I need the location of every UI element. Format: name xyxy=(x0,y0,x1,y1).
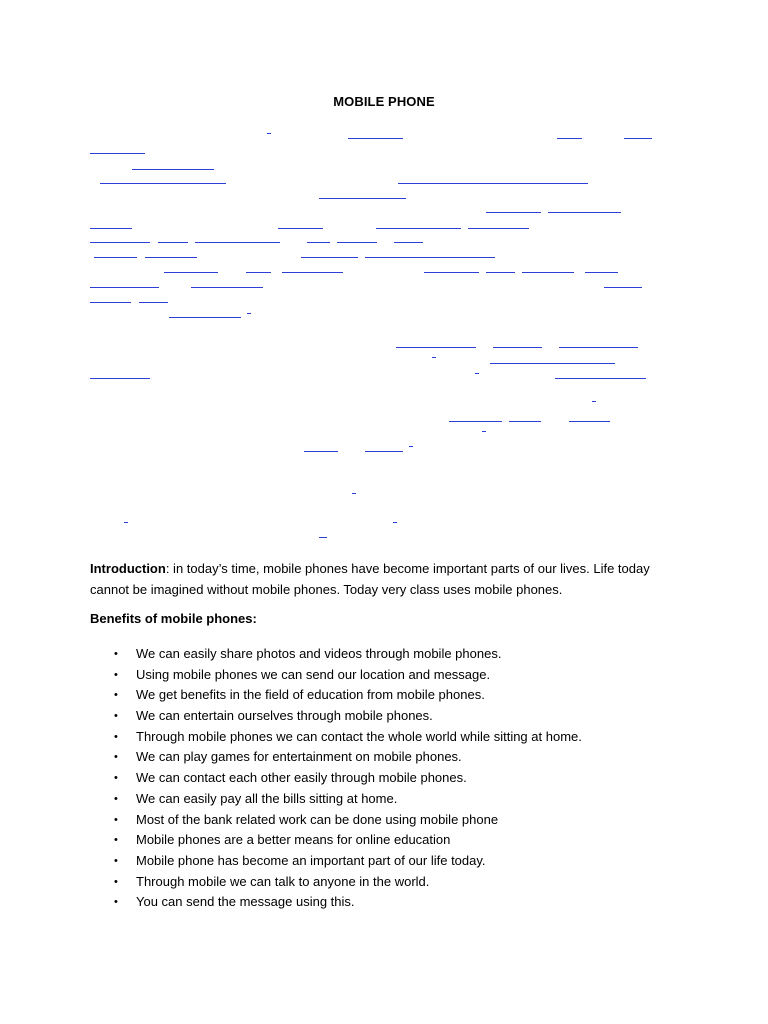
bullet-icon: • xyxy=(114,875,118,888)
list-item xyxy=(90,892,690,913)
link-underline[interactable] xyxy=(522,272,574,273)
link-underline[interactable] xyxy=(468,228,529,229)
link-underline[interactable] xyxy=(398,183,588,184)
introduction-paragraph xyxy=(90,558,660,600)
link-underline[interactable] xyxy=(376,228,461,229)
list-item xyxy=(90,644,690,665)
link-underline[interactable] xyxy=(396,347,476,348)
link-underline[interactable] xyxy=(247,313,251,314)
link-underline[interactable] xyxy=(557,138,582,139)
bullet-icon: • xyxy=(114,648,118,660)
link-underline[interactable] xyxy=(493,347,542,348)
list-item xyxy=(90,768,690,789)
link-underline[interactable] xyxy=(569,421,610,422)
list-item-text: We get benefits in the field of education from mobile phones. xyxy=(136,687,485,703)
link-underline[interactable] xyxy=(509,421,541,422)
link-underline[interactable] xyxy=(604,287,642,288)
list-item xyxy=(90,665,690,686)
link-underline[interactable] xyxy=(365,257,495,258)
link-underline[interactable] xyxy=(394,242,423,243)
list-item xyxy=(90,747,690,768)
list-item-text: We can contact each other easily through mobile phones. xyxy=(136,770,467,786)
link-underline[interactable] xyxy=(337,242,377,243)
link-underline[interactable] xyxy=(475,373,479,374)
introduction-label: Introduction xyxy=(90,561,166,576)
list-item xyxy=(90,685,690,706)
link-underline[interactable] xyxy=(282,272,343,273)
link-underline[interactable] xyxy=(393,522,397,523)
bullet-icon: • xyxy=(114,896,118,909)
list-item-text: Through mobile phones we can contact the whole world while sitting at home. xyxy=(136,728,582,744)
link-underline[interactable] xyxy=(624,138,652,139)
link-underline[interactable] xyxy=(90,287,159,288)
link-underline[interactable] xyxy=(548,212,621,213)
list-item-text: Mobile phone has become an important part of our life today. xyxy=(136,852,486,868)
list-item-text: You can send the message using this. xyxy=(136,894,355,910)
link-underline[interactable] xyxy=(486,272,515,273)
link-underline[interactable] xyxy=(124,522,128,523)
benefits-list xyxy=(90,644,690,913)
link-underline[interactable] xyxy=(267,133,271,134)
list-item xyxy=(90,789,690,810)
link-underline[interactable] xyxy=(365,451,403,452)
link-underline[interactable] xyxy=(559,347,638,348)
bullet-icon: • xyxy=(114,792,118,805)
link-underline[interactable] xyxy=(145,257,197,258)
list-item xyxy=(90,810,690,831)
link-underline[interactable] xyxy=(307,242,330,243)
list-item-text: We can entertain ourselves through mobile phones. xyxy=(136,708,433,724)
link-underline[interactable] xyxy=(424,272,479,273)
link-underline[interactable] xyxy=(304,451,338,452)
list-item-text: We can easily pay all the bills sitting at home. xyxy=(136,790,398,806)
link-underline[interactable] xyxy=(90,228,132,229)
link-underline[interactable] xyxy=(490,363,615,364)
link-underline[interactable] xyxy=(139,302,168,303)
bullet-icon: • xyxy=(114,772,118,785)
link-underline[interactable] xyxy=(319,198,406,199)
link-underline[interactable] xyxy=(195,242,280,243)
list-item-text: Mobile phones are a better means for online education xyxy=(136,832,451,848)
link-underline[interactable] xyxy=(90,153,145,154)
link-underline[interactable] xyxy=(169,317,241,318)
link-underline[interactable] xyxy=(352,493,356,494)
link-underline[interactable] xyxy=(90,242,150,243)
link-underline[interactable] xyxy=(319,537,327,538)
link-underline[interactable] xyxy=(278,228,323,229)
link-underline[interactable] xyxy=(555,378,646,379)
link-underline[interactable] xyxy=(158,242,188,243)
link-underline[interactable] xyxy=(164,272,218,273)
list-item-text: Through mobile we can talk to anyone in the world. xyxy=(136,873,430,889)
list-item-text: We can play games for entertainment on mobile phones. xyxy=(136,749,462,765)
list-item-text: We can easily share photos and videos through mobile phones. xyxy=(136,646,502,661)
link-underline[interactable] xyxy=(90,378,150,379)
list-item xyxy=(90,727,690,748)
list-item xyxy=(90,830,690,851)
link-underline[interactable] xyxy=(432,357,436,358)
bullet-icon: • xyxy=(114,730,118,743)
bullet-icon: • xyxy=(114,689,118,702)
link-underline[interactable] xyxy=(409,446,413,447)
bullet-icon: • xyxy=(114,710,118,723)
link-underline[interactable] xyxy=(482,431,486,432)
list-item-text: Using mobile phones we can send our location and message. xyxy=(136,666,491,682)
list-item xyxy=(90,872,690,893)
benefits-heading: Benefits of mobile phones: xyxy=(90,611,257,626)
bullet-icon: • xyxy=(114,834,118,847)
link-underline[interactable] xyxy=(585,272,618,273)
page-title: MOBILE PHONE xyxy=(333,94,435,109)
list-item xyxy=(90,851,690,872)
link-underline[interactable] xyxy=(486,212,541,213)
link-underline[interactable] xyxy=(301,257,358,258)
list-item xyxy=(90,706,690,727)
link-underline[interactable] xyxy=(348,138,403,139)
link-underline[interactable] xyxy=(191,287,263,288)
link-underline[interactable] xyxy=(132,169,214,170)
bullet-icon: • xyxy=(114,854,118,867)
bullet-icon: • xyxy=(114,751,118,764)
link-underline[interactable] xyxy=(592,401,596,402)
link-underline[interactable] xyxy=(246,272,271,273)
bullet-icon: • xyxy=(114,813,118,826)
introduction-text: : in today’s time, mobile phones have become important parts of our lives. Life today cannot be imagined without mobile phones. Today very class uses mobile phones. xyxy=(90,561,650,597)
link-underline[interactable] xyxy=(90,302,131,303)
list-item-text: Most of the bank related work can be done using mobile phone xyxy=(136,811,499,827)
link-underline[interactable] xyxy=(100,183,226,184)
link-underline[interactable] xyxy=(94,257,137,258)
link-underline[interactable] xyxy=(449,421,502,422)
bullet-icon: • xyxy=(114,668,118,681)
